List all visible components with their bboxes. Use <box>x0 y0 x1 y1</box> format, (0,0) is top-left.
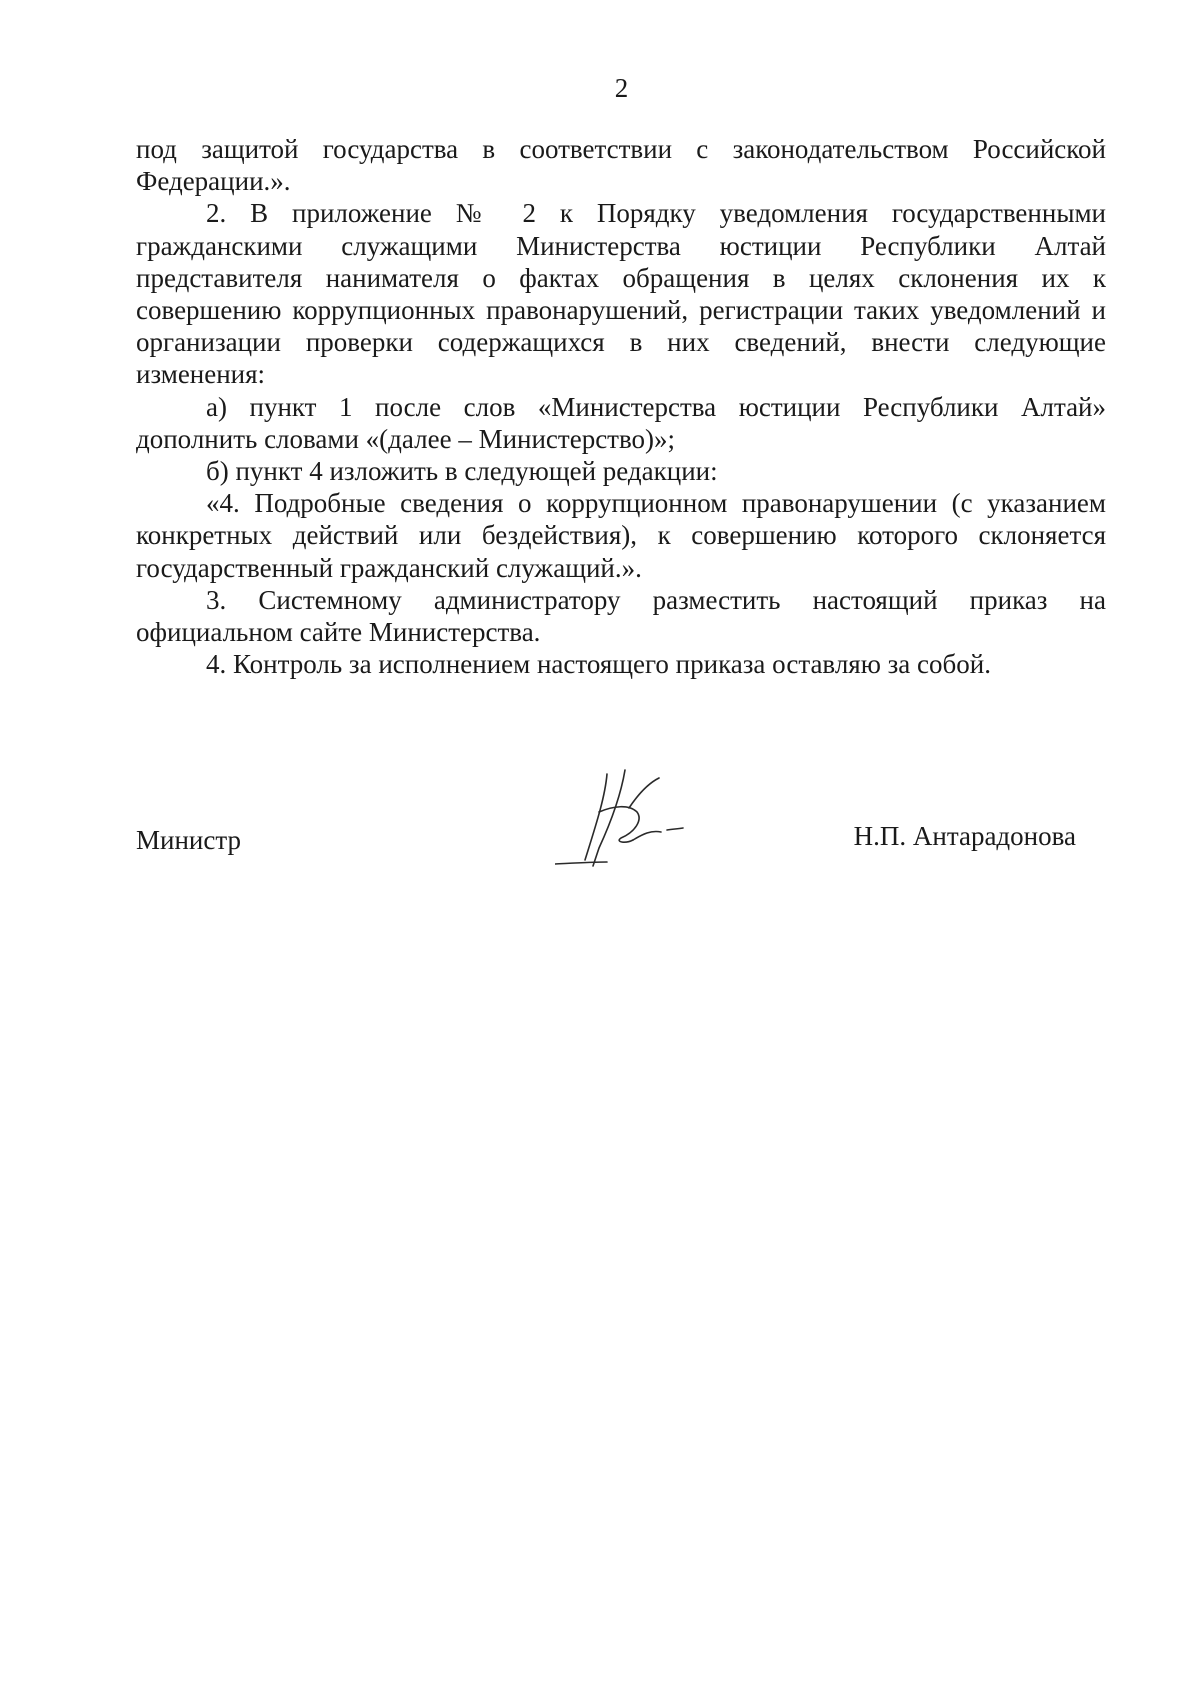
paragraph-continuation: под защитой государства в соответствии с законодательством Российской Федерации.». <box>136 134 1106 197</box>
handwritten-signature <box>555 768 715 878</box>
document-body <box>136 133 1106 680</box>
signatory-title: Министр <box>136 825 241 855</box>
paragraph-subitem-b: б) пункт 4 изложить в следующей редакции: <box>206 456 718 487</box>
page-number: 2 <box>614 73 629 103</box>
signatory-name: Н.П. Антарадонова <box>853 821 1076 851</box>
paragraph-item-3: 3. Системному администратору разместить настоящий приказ на официальном сайте Министерства. <box>136 584 1106 648</box>
paragraph-quoted-item-4: «4. Подробные сведения о коррупционном правонарушении (с указанием конкретных действий или бездействия), к совершению которого склоняется государственный гражданский служащий.». <box>136 488 1106 583</box>
paragraph-item-2: 2. В приложение № 2 к Порядку уведомления государственными гражданскими служащими Министерства юстиции Республики Алтай представителя нанимателя о фактах обращения в целях склонения их к совершению коррупционных правонарушений, регистрации таких уведомлений и организации проверки содержащихся в них сведений, внести следующие изменения: <box>136 198 1106 390</box>
paragraph-subitem-a: а) пункт 1 после слов «Министерства юстиции Республики Алтай» дополнить словами «(далее – Министерство)»; <box>136 391 1106 454</box>
paragraph-item-4: 4. Контроль за исполнением настоящего приказа оставляю за собой. <box>206 649 991 680</box>
